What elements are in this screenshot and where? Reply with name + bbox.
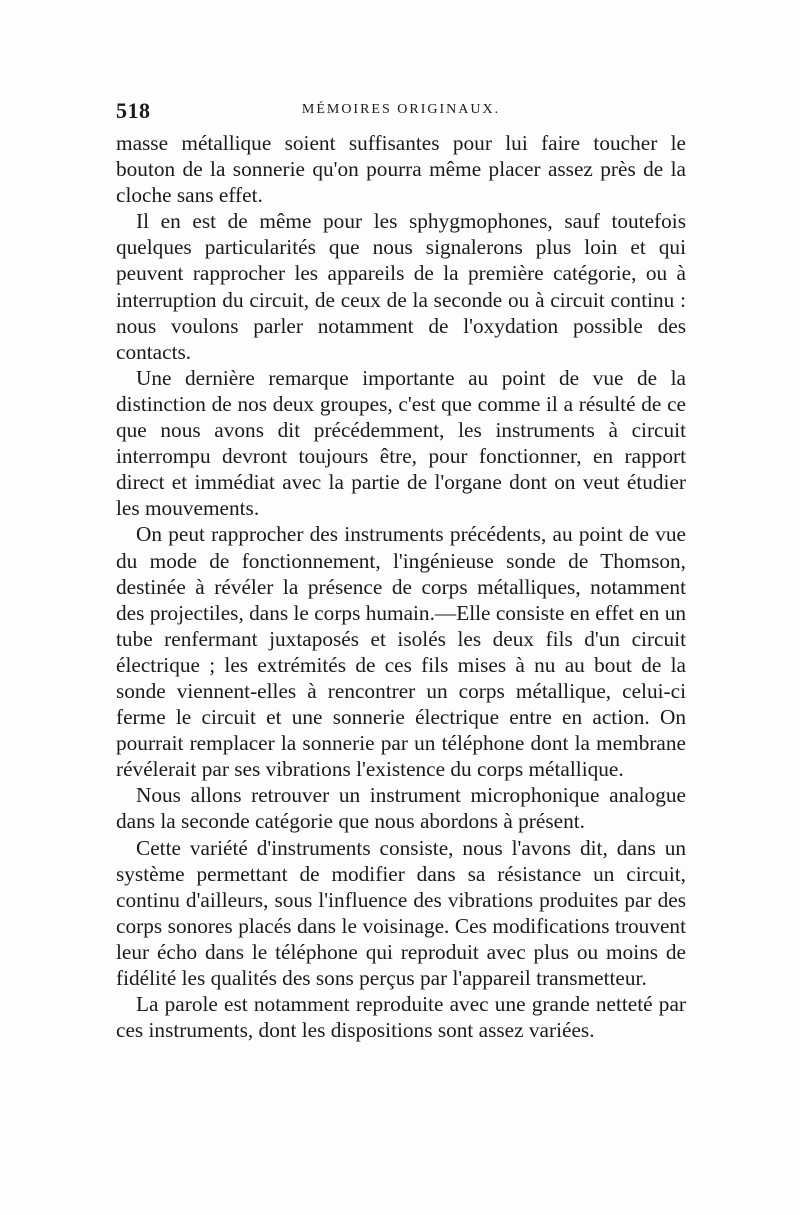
paragraph-instrument-microphonique: Nous allons retrouver un instrument microphonique analogue dans la seconde catégorie que nous abordons à présent. bbox=[116, 783, 686, 834]
paragraph-sonde-thomson: On peut rapprocher des instruments précédents, au point de vue du mode de fonctionnement, l'ingénieuse sonde de Thomson, destinée à révéler la présence de corps métalliques, notamment des projectiles, dans le corps humain.—Elle consiste en effet en un tube renfermant juxtaposés et isolés les deux fils d'un circuit électrique ; les extrémités de ces fils mises à nu au bout de la sonde viennent-elles à rencontrer un corps métallique, celui-ci ferme le circuit et une sonnerie électrique entre en action. On pourrait remplacer la sonnerie par un téléphone dont la membrane révélerait par ses vibrations l'existence du corps métallique. bbox=[116, 522, 686, 782]
paragraph-derniere-remarque: Une dernière remarque importante au point de vue de la distinction de nos deux groupes, c'est que comme il a résulté de ce que nous avons dit précédemment, les instruments à circuit interrompu devront toujours être, pour fonctionner, en rapport direct et immédiat avec la partie de l'organe dont on veut étudier les mouvements. bbox=[116, 365, 686, 521]
paragraph-continuation: masse métallique soient suffisantes pour lui faire toucher le bouton de la sonnerie qu'on pourra même placer assez près de la cloche sans effet. bbox=[116, 131, 686, 208]
paragraph-variete-instruments: Cette variété d'instruments consiste, nous l'avons dit, dans un système permettant de modifier dans sa résistance un circuit, continu d'ailleurs, sous l'influence des vibrations produites par des corps sonores placés dans le voisinage. Ces modifications trouvent leur écho dans le téléphone qui reproduit avec plus ou moins de fidélité les qualités des sons perçus par l'appareil transmetteur. bbox=[116, 835, 686, 990]
paragraph-sphygmophones: Il en est de même pour les sphygmophones, sauf toutefois quelques particularités que nous signalerons plus loin et qui peuvent rapprocher les appareils de la première catégorie, ou à interruption du circuit, de ceux de la seconde ou à circuit continu : nous voulons parler notamment de l'oxydation possible des contacts. bbox=[116, 209, 686, 364]
running-title: MÉMOIRES ORIGINAUX. bbox=[301, 102, 501, 117]
body-text bbox=[116, 130, 686, 1043]
page-number: 518 bbox=[116, 98, 151, 123]
paragraph-parole: La parole est notamment reproduite avec une grande netteté par ces instruments, dont les dispositions sont assez variées. bbox=[116, 992, 686, 1043]
page-header bbox=[116, 98, 686, 128]
